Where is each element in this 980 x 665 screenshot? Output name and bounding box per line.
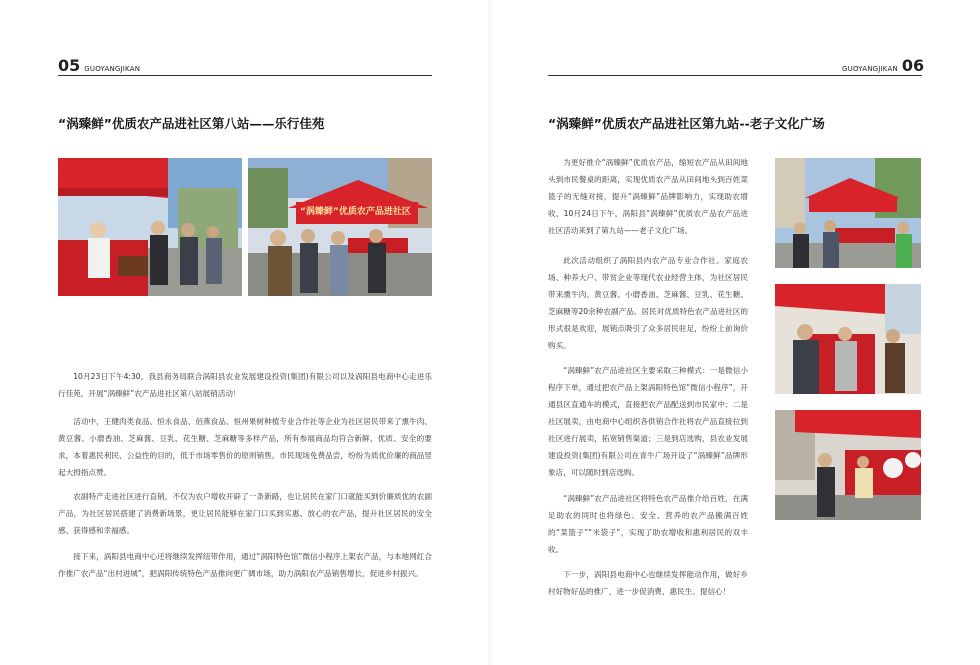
event-photo-1 [58,158,242,296]
article-title: “涡臻鲜”优质农产品进社区第八站——乐行佳苑 [58,116,325,131]
magazine-name: GUOYANGJIKAN [84,65,141,73]
left-page-header [58,56,140,75]
paragraph-5: 下一步，涡阳县电商中心也继续发挥能动作用，做好乡村好物好品的推广，进一步促消费、惠民生、提信心！ [548,570,748,596]
header-rule [58,75,432,76]
paragraph-2: 此次活动组织了涡阳县内农产品专业合作社、家庭农场、种养大户、带贫企业等现代农业经营主体，为社区居民带来熏牛肉、黄豆酱、小磨香油、芝麻酱、豆乳、花生糖、芝麻糖等20余种农副产品。居民对优质特色农产品进社区的形式很是欢迎，展销点吸引了众多居民驻足，纷纷上前询价购买。 [548,256,748,350]
right-page [490,0,980,665]
paragraph-3: 农副特产走进社区进行直销，不仅为农户增收开辟了一条新路，也让居民在家门口就能买到价廉质优的农副产品，为社区居民搭建了消费新场景，更让居民能够在家门口买到实惠、放心的农产品，提升社区居民的安全感、获得感和幸福感。 [58,492,432,535]
paragraph-1: 10月23日下午4:30，我县商务局联合涡阳县农业发展建设投资(集团)有限公司以及涡阳县电商中心走进乐行佳苑，开展“涡臻鲜”农产品进社区第八站展销活动！ [58,372,432,398]
paragraph-4: “涡臻鲜”农产品进社区将特色农产品推介给百姓，在满足助农的同时也将绿色、安全、营养的农产品搬满百姓的“菜篮子”“米袋子”，实现了助农增收和惠利居民的双丰收。 [548,494,748,554]
header-rule [548,75,922,76]
banner-text: “涡臻鲜”优质农产品进社区 [300,207,411,217]
paragraph-4: 接下来，涡阳县电商中心还将继续发挥纽带作用，通过“涡阳特色馆”微信小程序上架农产品，与本地网红合作推广农产品“出村进城”，把涡阳传统特色产品推向更广阔市场，助力涡阳农产品销售增长，促进乡村振兴。 [58,552,432,578]
event-photo-3 [775,158,921,268]
page-number: 05 [58,56,81,75]
event-photo-5 [775,410,921,520]
article-title: “涡臻鲜”优质农产品进社区第九站--老子文化广场 [548,116,825,131]
paragraph-3: “涡臻鲜”农产品进社区主要采取三种模式：一是微信小程序下单，通过把农产品上架涡阳特色馆“微信小程序”，开通县区直通车的模式，直接把农产品配送到市民家中；二是社区展卖，由电商中心组织各供销合作社将农产品直接拉到社区进行展卖，拓宽销售渠道；三是到店选购，县农业发展建设投资(集团)有限公司在青牛广场开设了“涡臻鲜”品牌形象店，可以随时到店选购。 [548,366,748,477]
page-number: 06 [901,56,925,75]
paragraph-2: 活动中，王健肉类食品、恒永食品、佰燕食品、恒州果树种植专业合作社等企业为社区居民带来了熏牛肉、黄豆酱、小磨香油、芝麻酱、豆乳、花生糖、芝麻糖等多样产品，所有参展商品均符合新鲜、优质、安全的要求，本着惠民利民、公益性的目的，低于市场零售价的原则销售。市民现场免费品尝，纷纷为质优价廉的商品竖起大拇指点赞。 [58,417,432,477]
event-photo-4 [775,284,921,394]
paragraph-1: 为更好推介“涡臻鲜”优质农产品，缩短农产品从田间地头到市民餐桌的距离，实现优质农产品从田间地头到百姓菜篮子的无缝对接，提升“涡臻鲜”品牌影响力，实现助农增收，10月24日下午，涡阳县“涡臻鲜”优质农产品农产品进社区活动来到了第九站——老子文化广场。 [548,158,748,235]
event-photo-2 [248,158,432,296]
right-page-header [842,56,924,75]
magazine-name: GUOYANGJIKAN [842,65,898,73]
